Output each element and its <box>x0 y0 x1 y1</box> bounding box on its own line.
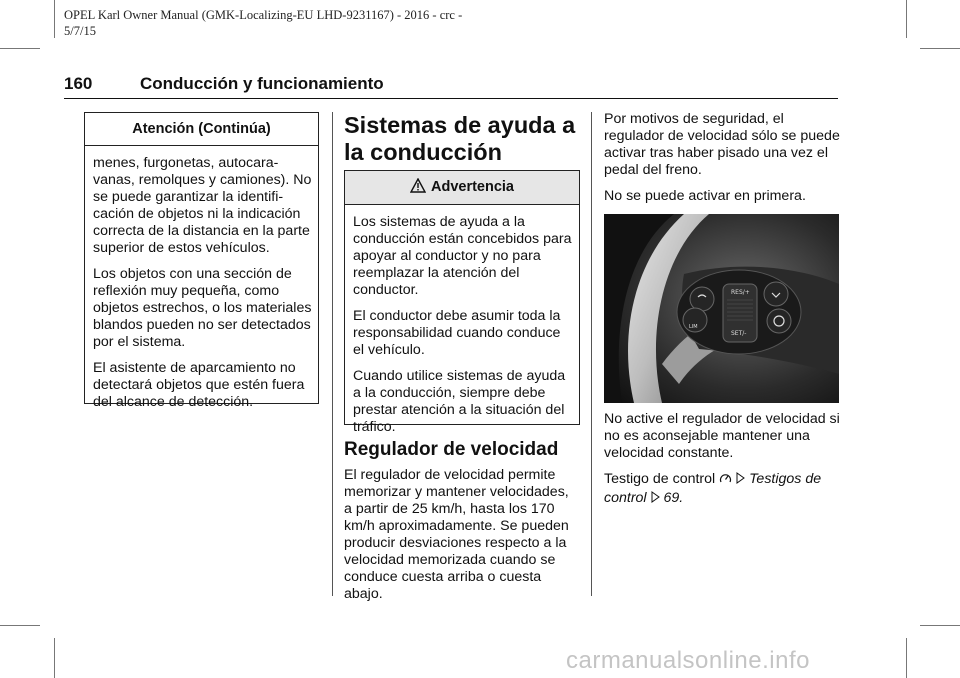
document-meta-line2: 5/7/15 <box>64 24 96 38</box>
crop-mark <box>906 638 907 678</box>
crop-mark <box>0 48 40 49</box>
set-label: SET/- <box>731 330 747 337</box>
section-heading: Sistemas de ayuda a la conducción <box>344 112 576 165</box>
document-meta <box>64 7 462 39</box>
warning-box <box>344 170 580 435</box>
caution-paragraph: Los objetos con una sección de reflexión muy pequeña, como objetos estrechos, o los materiales blandos pueden no ser detectados por el sistema. <box>93 266 312 350</box>
column-3-lower <box>604 411 840 517</box>
column-2-lower <box>344 441 578 612</box>
page-header <box>64 74 384 94</box>
body-paragraph: El regulador de velocidad permite memorizar y mantener velocidades, a partir de 25 km/h, hasta los 170 km/h aproximadamente. Se pueden producir desviaciones respecto a la velocidad memorizada cuando se conduce cuesta arriba o cuesta abajo. <box>344 467 569 602</box>
caution-box-title: Atención (Continúa) <box>85 113 318 146</box>
column-2 <box>344 112 580 166</box>
watermark: carmanualsonline.info <box>566 647 810 674</box>
reference-paragraph <box>604 471 840 508</box>
lim-label: LIM <box>689 324 698 330</box>
steering-wheel-illustration <box>604 214 839 403</box>
warning-triangle-icon <box>410 178 426 197</box>
warning-paragraph: Cuando utilice sistemas de ayuda a la conducción, siempre debe prestar atención a la situación del tráfico. <box>353 368 566 435</box>
crop-mark <box>920 625 960 626</box>
body-paragraph: No active el regulador de velocidad si no es aconsejable mantener una velocidad constante. <box>604 411 840 461</box>
crop-mark <box>54 0 55 38</box>
res-label: RES/+ <box>731 289 750 296</box>
header-rule <box>64 98 838 99</box>
body-paragraph: No se puede activar en primera. <box>604 188 806 204</box>
arrow-reference-icon <box>651 491 660 508</box>
warning-box-header <box>345 171 579 205</box>
reference-link[interactable]: Testigos de control <box>604 471 822 506</box>
body-paragraph: Por motivos de seguridad, el regulador de velocidad sólo se puede activar tras haber pisado una vez el pedal del freno. <box>604 111 840 178</box>
warning-box-body <box>345 205 579 451</box>
reference-prefix: Testigo de control <box>604 471 716 487</box>
warning-paragraph: Los sistemas de ayuda a la conducción están concebidos para apoyar al conductor y no para reemplazar la atención del conductor. <box>353 214 572 298</box>
document-meta-line1: OPEL Karl Owner Manual (GMK-Localizing-EU LHD-9231167) - 2016 - crc - <box>64 8 463 22</box>
warning-paragraph: El conductor debe asumir toda la responsabilidad cuando conduce el vehículo. <box>353 308 561 358</box>
caution-paragraph: menes, furgonetas, autocara-vanas, remolques y camiones). No se puede garantizar la identifi-cación de objetos ni la indicación correcta de la distancia en la parte superior de estos vehículos. <box>93 155 312 256</box>
caution-paragraph: El asistente de aparcamiento no detectará objetos que estén fuera del alcance de detección. <box>93 360 305 410</box>
column-separator <box>332 112 333 596</box>
crop-mark <box>920 48 960 49</box>
reference-page[interactable]: 69. <box>663 490 684 506</box>
subheading: Regulador de velocidad <box>344 439 559 460</box>
column-3 <box>604 111 840 214</box>
crop-mark <box>54 638 55 678</box>
cruise-control-icon <box>719 472 732 490</box>
page-number: 160 <box>64 74 93 93</box>
crop-mark <box>906 0 907 38</box>
caution-box <box>84 112 319 410</box>
section-title: Conducción y funcionamiento <box>140 74 384 93</box>
caution-box-body <box>85 146 318 426</box>
warning-title: Advertencia <box>430 179 514 195</box>
crop-mark <box>0 625 40 626</box>
arrow-reference-icon <box>736 472 745 489</box>
column-separator <box>591 112 592 596</box>
